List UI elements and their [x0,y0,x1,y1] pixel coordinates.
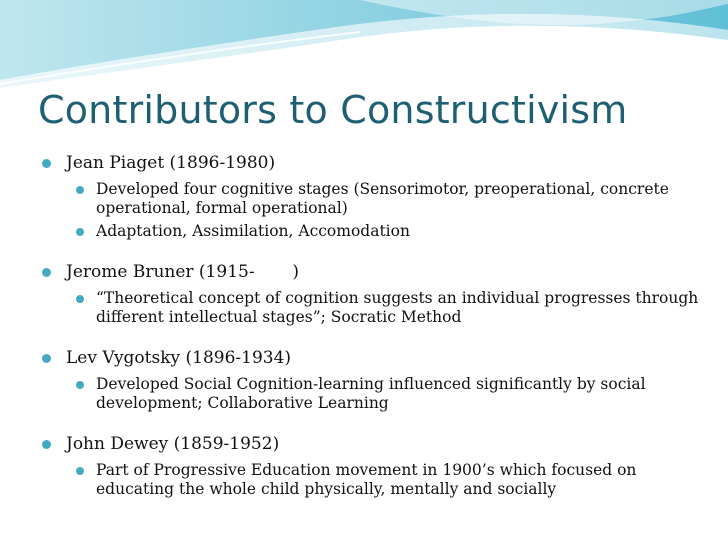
bullet-text: Jerome Bruner (1915- ) [66,262,300,282]
sub-bullet-text: Developed Social Cognition-learning influenced significantly by social development; Collaborative Learning [96,375,646,412]
bullet-dot-icon [42,159,51,168]
bullet-text: John Dewey (1859-1952) [66,434,280,454]
bullet-item [40,261,700,283]
bullet-item [40,347,700,369]
sub-bullet-text: Developed four cognitive stages (Sensorimotor, preoperational, concrete operational, formal operational) [96,180,669,217]
sub-bullet-item [40,222,700,241]
bullet-dot-icon [42,354,51,363]
bullet-dot-icon [42,440,51,449]
sub-bullet-list [40,289,700,327]
bullet-text: Jean Piaget (1896-1980) [66,153,276,173]
sub-bullet-list [40,461,700,499]
bullet-item [40,433,700,455]
bullet-list [40,152,700,519]
sub-bullet-item [40,461,700,499]
sub-bullet-list [40,375,700,413]
sub-bullet-item [40,289,700,327]
contributor-bruner [40,261,700,327]
sub-bullet-dot-icon [76,295,84,303]
sub-bullet-dot-icon [76,381,84,389]
sub-bullet-text: Adaptation, Assimilation, Accomodation [96,222,410,240]
contributor-dewey [40,433,700,499]
sub-bullet-dot-icon [76,186,84,194]
sub-bullet-list [40,180,700,241]
slide-title: Contributors to Constructivism [38,88,628,132]
sub-bullet-dot-icon [76,467,84,475]
sub-bullet-item [40,180,700,218]
contributor-vygotsky [40,347,700,413]
bullet-item [40,152,700,174]
header-wave-decoration [0,0,728,90]
sub-bullet-text: Part of Progressive Education movement in 1900’s which focused on educating the whole child physically, mentally and socially [96,461,637,498]
sub-bullet-item [40,375,700,413]
contributor-piaget [40,152,700,241]
bullet-dot-icon [42,268,51,277]
sub-bullet-dot-icon [76,228,84,236]
bullet-text: Lev Vygotsky (1896-1934) [66,348,292,368]
sub-bullet-text: “Theoretical concept of cognition suggests an individual progresses through different intellectual stages”; Socratic Method [96,289,699,326]
